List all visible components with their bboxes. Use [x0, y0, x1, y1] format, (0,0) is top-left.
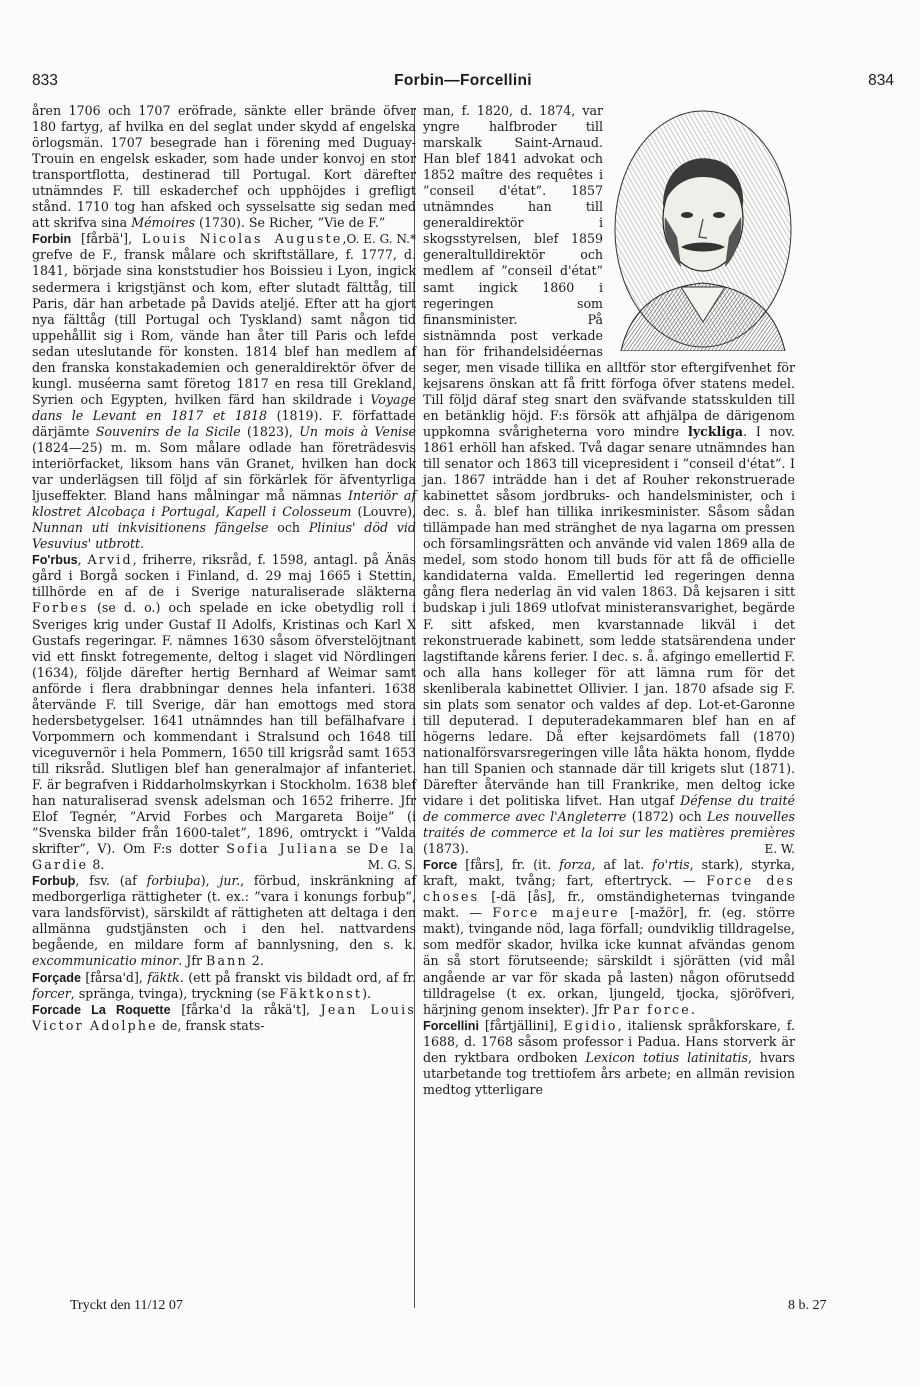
headword: Forçade — [32, 970, 81, 985]
headword: Fo'rbus — [32, 553, 78, 568]
author-signature: E. W. — [764, 842, 795, 857]
portrait-icon — [611, 107, 795, 351]
headword: Forcellini — [423, 1018, 479, 1033]
print-date-note: Tryckt den 11/12 07 — [70, 1298, 183, 1313]
article-forcade-la-roquette: Forcade La Roquette [fårka'd la råkä't], Jean Louis Victor Adolphe de, fransk stats- — [32, 1001, 416, 1033]
article-forcellini: Forcellini [fårtjällini], Egidio, italiensk språkforskare, f. 1688, d. 1768 såsom professor i Padua. Hans storverk är den ryktbara ordboken Lexicon totius latinitatis, hvars utarbetande tog trettiofem års arbete; en allmän revision medtog ytterligare — [423, 1017, 795, 1097]
article-force: Force [fårs], fr. (it. forza, af lat. fo'rtis, stark), styrka, kraft, makt, tvång; fart, eftertryck. — Force des choses [-dä [ås], fr., omständigheternas tvingande makt. — Force majeure [-mažör], fr. (eg. större makt), tvingande nöd, laga förfall; oundviklig tilldragelse, som medför skador, hvilka icke kunnat afvändas genom än så stort förutseende; särskildt i sjörätten (vid mål angående ar var för skada på lasten) någon oförutsedd tilldragelse (t ex. orkan, ljungeld, tjocka, sjöröfveri, härjning genom insekter). Jfr Par force. — [423, 857, 795, 1017]
running-header — [32, 72, 894, 94]
article-forbus: Fo'rbus, Arvid, friherre, riksråd, f. 1598, antagl. på Änäs gård i Borgå socken i Finland, d. 29 maj 1665 i Stettin, tillhörde en af de i Sverige naturaliserade släkterna Forbes (se d. o.) och spelade en icke obetydlig roll i Sveriges krig under Gustaf II Adolfs, Kristinas och Karl X Gustafs regeringar. F. nämnes 1630 såsom öfverstelöjtnant vid ett finskt fotregemente, deltog i slaget vid Nördlingen (1634), följde därefter hertig Bernhard af Weimar samt anförde i flera drabbningar dennes hela infanteri. 1638 återvände F. till Sverige, där han emottogs med stora hedersbetygelser. 1641 utnämndes han till befälhafvare i Vorpommern och kommendant i Stralsund och 1648 till viceguvernör i hela Pommern, 1650 till krigsråd samt 1653 till riksråd. Slutligen blef han generalmajor af infanteriet. F. är begrafven i Riddarholmskyrkan i Stockholm. 1638 blef han naturaliserad svensk adelsman och 1652 friherre. Jfr Elof Tegnér, ”Arvid Forbes och Margareta Boije” (i ”Svenska bilder från 1600-talet”, 1896, omtryckt i ”Valda skrifter”, V). Om F:s dotter Sofia Juliana se De la Gardie 8. M. G. S. — [32, 552, 416, 873]
page-title: Forbin—Forcellini — [394, 72, 532, 89]
right-column — [423, 103, 795, 1098]
article-forbin-louis: Forbin [fårbä'], Louis Nicolas Auguste, grefve de F., fransk målare och skriftställare, f. 1777, d. 1841, började sina konststudier hos Boissieu i Lyon, ingick sedermera i krigstjänst och kom, efter slutadt fälttåg, till Paris, där han arbetade på Davids ateljé. Efter att ha gjort nya fälttåg (till Portugal och Tyskland) samt någon tid uppehållit sig i Rom, vände han åter till Paris och lefde sedan uteslutande för konsten. 1814 blef han medlem af den franska konstakademien och generaldirektör öfver de kungl. muséerna samt företog 1817 en resa till Grekland, Syrien och Egypten, hvilken färd han skildrade i Voyage dans le Levant en 1817 et 1818 (1819). F. författade därjämte Souvenirs de la Sicile (1823), Un mois à Venise (1824—25) m. m. Som målare odlade han företrädesvis interiörfacket, liksom hans vän Granet, hvilken han dock var underlägsen till följd af sin förkärlek för äfventyrliga ljuseffekter. Bland hans målningar må nämnas Interiör af klostret Alcobaça i Portugal, Kapell i Colosseum (Louvre), Nunnan uti inkvisitionens fängelse och Plinius' död vid Vesuvius' utbrott. — [32, 231, 417, 552]
headword: Forcade La Roquette — [32, 1002, 171, 1017]
left-column — [32, 103, 416, 1034]
headword: Forbin — [32, 232, 72, 247]
headword: Force — [423, 858, 458, 873]
sheet-signature: 8 b. 27 — [788, 1298, 827, 1313]
article-forcade: Forçade [fårsa'd], fäktk. (ett på franskt vis bildadt ord, af fr. forcer, spränga, tvinga), tryckning (se Fäktkonst). — [32, 969, 416, 1001]
author-signature: M. G. S. — [367, 858, 416, 873]
page-number-left: 833 — [32, 72, 58, 89]
page-number-right: 834 — [868, 72, 894, 89]
author-signature: O. E. G. N.* — [346, 232, 416, 247]
article-forbin-continued: åren 1706 och 1707 eröfrade, sänkte eller brände öfver 180 fartyg, af hvilka en del seglat under skydd af engelska örlogsmän. 1707 besegrade han i förening med Duguay-Trouin en engelsk eskader, som hade under konvoj en stor transportflotta, destinerad till Portugal. Kort därefter utnämndes F. till eskaderchef och upphöjdes i grefligt stånd. 1710 tog han afsked och sysselsatte sig sedan med att skrifva sina Mémoires (1730). Se Richer, ”Vie de F.” O. E. G. N.* — [32, 103, 416, 247]
article-forbud: Forbuþ, fsv. (af forbiuþa), jur., förbud, inskränkning af medborgerliga rättigheter (t. ex.: ”vara i konungs forbuþ”, vara landsförvist), särskildt af rättigheten att deltaga i den allmänna gudstjänsten och i den hel. nattvardens begående, en mildare form af bannlysning, den s. k. excommunicatio minor. Jfr Bann 2. — [32, 873, 417, 969]
headword: Forbuþ — [32, 874, 76, 889]
article-forcade-continued: man, f. 1820, d. 1874, var yngre halfbroder till marskalk Saint-Arnaud. Han blef 1841 advokat och 1852 maître des requêtes i ”conseil d'état”. 1857 utnämndes han till generaldirektör i skogsstyrelsen, blef 1859 generaltulldirektör och medlem af ”conseil d'état” samt ingick 1860 i regeringen som finansminister. På sistnämnda post verkade han för frihandelsidéernas seger, men visade tillika en alltför stor eftergifvenhet för kejsarens önskan att få fritt förfoga öfver statens medel. Till följd däraf steg snart den sväfvande statsskulden till en betänklig höjd. F:s försök att afhjälpa de därigenom uppkomna svårigheterna voro mindre lyckliga. I nov. 1861 erhöll han afsked. Två dagar senare utnämndes han till senator och 1863 till vicepresident i ”conseil d'état”. I jan. 1867 inträdde han i det af Rouher rekonstruerade kabinettet såsom jordbruks- och handelsminister, och i dec. s. å. blef han tillika inrikesminister. Såsom sådan tillämpade han med stränghet de nya lagarna om pressen och församlingsrätten och använde vid valen 1869 alla de medel, som stodo honom till buds för att få de officielle kandidaterna valda. Emellertid led regeringen denna gång flera nederlag än vid valen 1863. Då kejsaren i sitt budskap i juli 1869 utlofvat ministeransvarighet, begärde F. sitt afsked, men kvarstannade likväl i det rekonstruerade kabinett, som ledde statsärendena under lagstiftande kårens ferier. I dec. s. å. afgingo emellertid F. och alla hans kolleger för att lämna rum för det skenliberala kabinettet Ollivier. I jan. 1870 afsade sig F. sin plats som senator och valdes af dep. Lot-et-Garonne till deputerad. I deputeradekammaren blef han en af högerns ledare. Då efter kejsardömets fall (1870) nationalförsvarsregeringen ville låta häkta honom, flydde han till Spanien och stannade där till krigets slut (1871). Därefter återvände han till Frankrike, men deltog icke vidare i det politiska lifvet. Han utgaf Défense du traité de commerce avec l'Angleterre (1872) och Les nouvelles traités de commerce et la loi sur les matières premières (1873). E. W. — [423, 103, 795, 857]
